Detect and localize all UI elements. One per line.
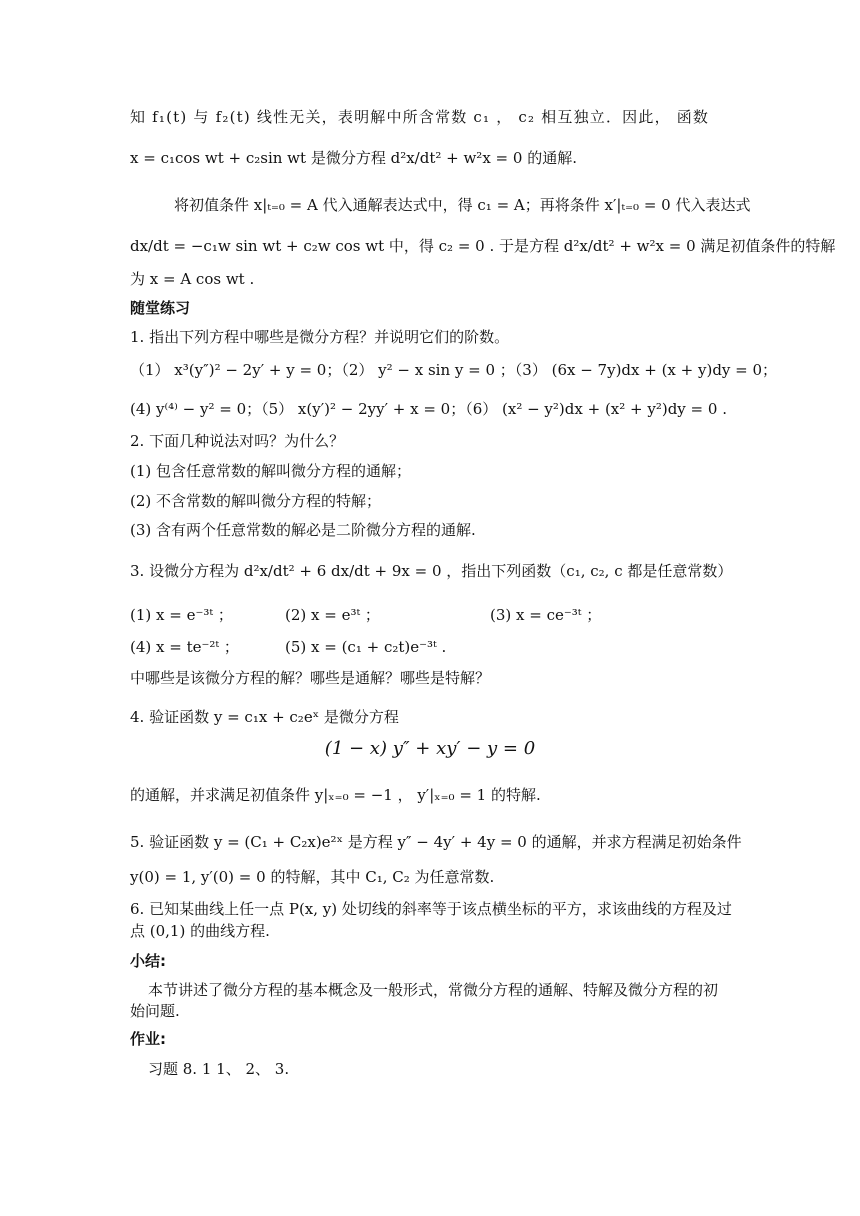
summary-text-1: 本节讲述了微分方程的基本概念及一般形式，常微分方程的通解、特解及微分方程的初 xyxy=(148,981,719,999)
question-4: 4. 验证函数 y = c₁x + c₂eˣ 是微分方程 xyxy=(130,708,399,726)
question-4-equation: (1 − x) y″ + xy′ − y = 0 xyxy=(324,738,536,759)
question-6-b: 点 (0,1) 的曲线方程. xyxy=(130,922,270,940)
text-line-4: dx/dt = −c₁w sin wt + c₂w cos wt 中，得 c₂ = 0 . 于是方程 d²x/dt² + w²x = 0 满足初值条件的特解 xyxy=(130,237,836,255)
text-line-2: x = c₁cos wt + c₂sin wt 是微分方程 d²x/dt² + w²x = 0 的通解. xyxy=(130,149,577,167)
text-line-3: 将初值条件 x|ₜ₌₀ = A 代入通解表达式中，得 c₁ = A；再将条件 x′|ₜ₌₀ = 0 代入表达式 xyxy=(174,196,751,214)
question-3: 3. 设微分方程为 d²x/dt² + 6 dx/dt + 9x = 0 ，指出下列函数（c₁, c₂, c 都是任意常数） xyxy=(130,562,733,580)
text-line-5: 为 x = A cos wt . xyxy=(130,270,255,288)
question-1-items-b: (4) y⁽⁴⁾ − y² = 0；（5） x(y′)² − 2yy′ + x = 0；（6） (x² − y²)dx + (x² + y²)dy = 0 . xyxy=(130,400,727,418)
question-4-condition: 的通解，并求满足初值条件 y|ₓ₌₀ = −1 ， y′|ₓ₌₀ = 1 的特解. xyxy=(130,786,541,804)
question-5-condition: y(0) = 1, y′(0) = 0 的特解，其中 C₁, C₂ 为任意常数. xyxy=(130,868,495,886)
question-2: 2. 下面几种说法对吗？为什么？ xyxy=(130,432,345,450)
question-2-item-1: (1) 包含任意常数的解叫微分方程的通解； xyxy=(130,462,412,480)
homework-heading: 作业: xyxy=(130,1030,166,1048)
question-5: 5. 验证函数 y = (C₁ + C₂x)e²ˣ 是方程 y″ − 4y′ + 4y = 0 的通解，并求方程满足初始条件 xyxy=(130,833,742,851)
question-3-item-3: (3) x = ce⁻³ᵗ ； xyxy=(490,606,602,624)
summary-text-2: 始问题. xyxy=(130,1002,180,1020)
question-3-item-5: (5) x = (c₁ + c₂t)e⁻³ᵗ . xyxy=(285,638,447,656)
summary-heading: 小结: xyxy=(130,952,166,970)
question-3-item-1: (1) x = e⁻³ᵗ ； xyxy=(130,606,233,624)
text-line-1: 知 f₁(t) 与 f₂(t) 线性无关，表明解中所含常数 c₁ ， c₂ 相互独立．因此， 函数 xyxy=(130,108,710,126)
question-1: 1. 指出下列方程中哪些是微分方程？并说明它们的阶数。 xyxy=(130,328,510,346)
question-3-item-2: (2) x = e³ᵗ ； xyxy=(285,606,380,624)
question-6: 6. 已知某曲线上任一点 P(x, y) 处切线的斜率等于该点横坐标的平方，求该曲线的方程及过 xyxy=(130,900,732,918)
question-3-item-4: (4) x = te⁻²ᵗ ； xyxy=(130,638,239,656)
question-2-item-2: (2) 不含常数的解叫微分方程的特解； xyxy=(130,492,382,510)
question-1-items-a: （1） x³(y″)² − 2y′ + y = 0；（2） y² − x sin y = 0 ；（3） (6x − 7y)dx + (x + y)dy = 0； xyxy=(130,361,778,379)
practice-heading: 随堂练习 xyxy=(130,299,191,317)
question-2-item-3: (3) 含有两个任意常数的解必是二阶微分方程的通解. xyxy=(130,521,476,539)
question-3-prompt: 中哪些是该微分方程的解？哪些是通解？哪些是特解？ xyxy=(130,669,491,687)
homework-text: 习题 8. 1 1、 2、 3. xyxy=(148,1060,290,1078)
